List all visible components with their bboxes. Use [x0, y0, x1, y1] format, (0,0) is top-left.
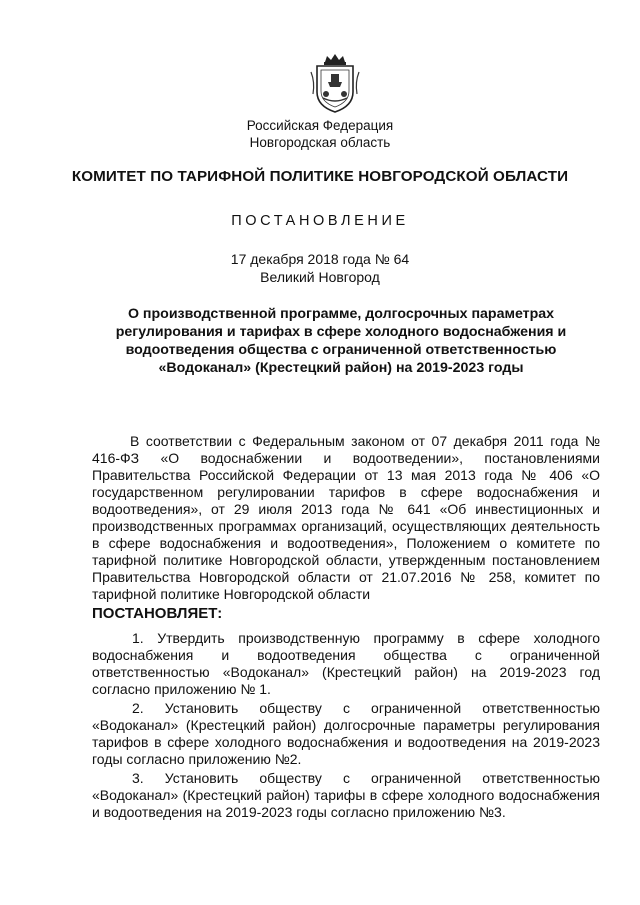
document-title: О производственной программе, долгосрочных параметрах регулирования и тарифах в сфере холодного водоснабжения и водоотведения общества с ограниченной ответственностью «Водоканал» (Крестецкий район) на 2019-2023 годы: [115, 306, 567, 376]
header-region: Новгородская область: [249, 135, 391, 150]
preamble-paragraph: В соответствии с Федеральным законом от 07 декабря 2011 года № 416-ФЗ «О водоснабжении и водоотведении», постановлениями Правительства Российской Федерации от 13 мая 2013 года № 406 «О государственном регулировании тарифов в сфере водоснабжения и водоотведения», от 29 июля 2013 года № 641 «Об инвестиционных и производственных программах организаций, осуществляющих деятельность в сфере водоснабжения и водоотведения», Положением о комитете по тарифной политике Новгородской области, утвержденным постановлением Правительства Новгородской области от 21.07.2016 № 258, комитет по тарифной политике Новгородской области: [92, 433, 600, 602]
document-type: ПОСТАНОВЛЕНИЕ: [231, 213, 409, 229]
committee-name: КОМИТЕТ ПО ТАРИФНОЙ ПОЛИТИКЕ НОВГОРОДСКОЙ ОБЛАСТИ: [71, 168, 569, 185]
document-body: [92, 433, 600, 823]
list-item: 2. Установить обществу с ограниченной ответственностью «Водоканал» (Крестецкий район) долгосрочные параметры регулирования тарифов в сфере холодного водоснабжения и водоотведения на 2019-2023 годы согласно приложению №2.: [92, 700, 600, 767]
decree-word: ПОСТАНОВЛЯЕТ:: [92, 605, 223, 622]
coat-of-arms-icon: [309, 52, 361, 114]
city: Великий Новгород: [260, 269, 380, 285]
date-number: 17 декабря 2018 года № 64: [230, 251, 410, 267]
list-item: 3. Установить обществу с ограниченной ответственностью «Водоканал» (Крестецкий район) тарифы в сфере холодного водоснабжения и водоотведения на 2019-2023 годы согласно приложению №3.: [92, 770, 600, 820]
list-item: 1. Утвердить производственную программу в сфере холодного водоснабжения и водоотведения общества с ограниченной ответственностью «Водоканал» (Крестецкий район) на 2019-2023 год согласно приложению № 1.: [92, 630, 600, 697]
header-country: Российская Федерация: [246, 118, 394, 133]
